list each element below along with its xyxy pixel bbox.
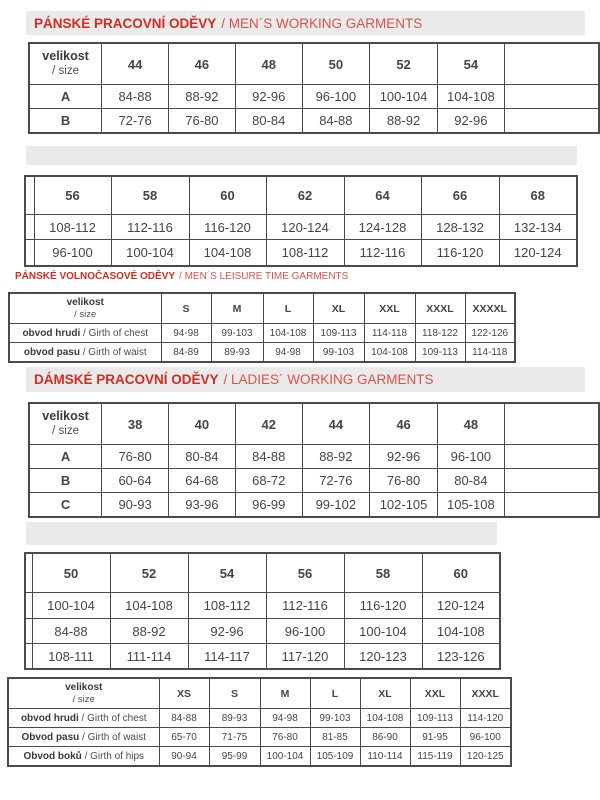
value-cell: 118-122 <box>415 324 465 343</box>
measure-label-cz: obvod pasu <box>23 346 80 358</box>
value-cell: 104-108 <box>110 593 188 619</box>
size-header-cell: XL <box>313 293 364 324</box>
size-header-cell: 54 <box>438 43 504 85</box>
measure-label-cz: Obvod pasu <box>21 731 80 743</box>
value-cell: 76-80 <box>370 469 438 493</box>
value-cell: 88-92 <box>169 85 236 109</box>
value-cell: 109-113 <box>410 709 460 728</box>
value-cell: 81-85 <box>310 728 360 747</box>
measure-label-en: / Girth of waist <box>82 346 147 358</box>
measure-label-cell <box>9 324 161 343</box>
size-header-cell: S <box>209 678 260 709</box>
size-header-cell: 50 <box>32 553 110 593</box>
value-cell: 123-126 <box>422 644 500 670</box>
value-cell: 104-108 <box>364 343 415 363</box>
value-cell: 84-88 <box>159 709 209 728</box>
size-header-cell: 46 <box>169 43 236 85</box>
size-label-cell <box>29 43 102 85</box>
value-cell: 68-72 <box>235 469 302 493</box>
value-cell: 120-124 <box>266 215 344 240</box>
value-cell: 88-92 <box>302 445 369 469</box>
size-header-cell: 48 <box>235 43 302 85</box>
sliver-cell <box>25 644 32 670</box>
value-cell: 64-68 <box>169 469 236 493</box>
value-cell: 104-108 <box>189 240 266 267</box>
size-header-cell: 60 <box>189 176 266 215</box>
value-cell: 94-98 <box>263 343 313 363</box>
divider-bar <box>26 146 577 165</box>
value-cell: 122-126 <box>465 324 515 343</box>
value-cell: 91-95 <box>410 728 460 747</box>
table-ladies-working-sizes-38-48 <box>28 402 600 518</box>
value-cell: 114-117 <box>188 644 266 670</box>
table-ladies-working-sizes-50-60 <box>24 552 501 670</box>
size-label-cz: velikost <box>42 409 89 424</box>
value-cell: 99-102 <box>302 493 369 518</box>
measure-label-cell <box>8 728 159 747</box>
value-cell: 89-93 <box>209 709 260 728</box>
cut-cell <box>504 85 599 109</box>
value-cell: 120-125 <box>460 747 511 767</box>
value-cell: 110-114 <box>360 747 410 767</box>
ladies-working-title-en: / LADIES´ WORKING GARMENTS <box>223 372 434 387</box>
value-cell: 114-118 <box>465 343 515 363</box>
value-cell: 72-76 <box>102 109 169 134</box>
size-label-en: / size <box>72 694 95 706</box>
value-cell: 104-108 <box>263 324 313 343</box>
size-header-cell: XS <box>159 678 209 709</box>
measure-label-en: / Girth of hips <box>84 750 145 762</box>
size-header-cell: 58 <box>344 553 422 593</box>
size-label-en: / size <box>52 64 79 77</box>
size-header-cell: 56 <box>34 176 111 215</box>
value-cell: 111-114 <box>110 644 188 670</box>
cut-cell <box>504 493 599 518</box>
value-cell: 84-88 <box>302 109 369 134</box>
size-header-cell: 46 <box>370 403 438 445</box>
size-label-cell <box>29 403 102 445</box>
size-header-cell: 44 <box>102 43 169 85</box>
size-header-cell: XXL <box>364 293 415 324</box>
size-label-cz: velikost <box>66 296 104 308</box>
value-cell: 92-96 <box>235 85 302 109</box>
value-cell: 80-84 <box>235 109 302 134</box>
value-cell: 114-120 <box>460 709 511 728</box>
value-cell: 84-89 <box>161 343 211 363</box>
value-cell: 89-93 <box>211 343 263 363</box>
mens-working-title-bar <box>26 11 585 35</box>
row-label-cell: A <box>29 85 102 109</box>
value-cell: 94-98 <box>260 709 310 728</box>
size-label-cell <box>8 678 159 709</box>
value-cell: 76-80 <box>260 728 310 747</box>
value-cell: 120-124 <box>422 593 500 619</box>
size-header-cell: XXXL <box>415 293 465 324</box>
measure-label-cell <box>8 709 159 728</box>
value-cell: 84-88 <box>235 445 302 469</box>
value-cell: 105-108 <box>438 493 504 518</box>
table-mens-working-sizes-44-54 <box>28 42 600 134</box>
value-cell: 128-132 <box>421 215 499 240</box>
measure-label-en: / Girth of chest <box>81 712 147 724</box>
size-header-cell: 64 <box>344 176 421 215</box>
value-cell: 96-100 <box>266 619 344 644</box>
size-header-cell: S <box>161 293 211 324</box>
value-cell: 76-80 <box>169 109 236 134</box>
cut-cell <box>504 445 599 469</box>
size-header-cell: XXXXL <box>465 293 515 324</box>
value-cell: 99-103 <box>310 709 360 728</box>
value-cell: 94-98 <box>161 324 211 343</box>
value-cell: 92-96 <box>370 445 438 469</box>
cut-cell <box>504 403 599 445</box>
value-cell: 96-100 <box>438 445 504 469</box>
value-cell: 99-103 <box>211 324 263 343</box>
size-header-cell: 38 <box>102 403 169 445</box>
measure-label-en: / Girth of waist <box>82 731 146 743</box>
table-ladies-measurements <box>7 677 512 767</box>
row-label-cell: A <box>29 445 102 469</box>
value-cell: 92-96 <box>188 619 266 644</box>
value-cell: 120-124 <box>499 240 577 267</box>
size-header-cell: 54 <box>188 553 266 593</box>
value-cell: 96-100 <box>460 728 511 747</box>
table-mens-leisure-measurements <box>8 292 516 363</box>
value-cell: 105-109 <box>310 747 360 767</box>
value-cell: 96-100 <box>34 240 111 267</box>
value-cell: 84-88 <box>32 619 110 644</box>
table-mens-working-sizes-56-68 <box>24 175 578 267</box>
value-cell: 104-108 <box>438 85 504 109</box>
row-label-cell: C <box>29 493 102 518</box>
row-label-cell: B <box>29 469 102 493</box>
size-header-cell: M <box>211 293 263 324</box>
sliver-cell <box>25 176 34 215</box>
value-cell: 96-99 <box>235 493 302 518</box>
measure-label-cz: obvod hrudi <box>22 327 81 339</box>
value-cell: 112-116 <box>266 593 344 619</box>
sliver-cell <box>25 619 32 644</box>
value-cell: 100-104 <box>111 240 189 267</box>
value-cell: 90-94 <box>159 747 209 767</box>
value-cell: 109-113 <box>415 343 465 363</box>
size-header-cell: XL <box>360 678 410 709</box>
value-cell: 90-93 <box>102 493 169 518</box>
mens-leisure-title-cz: PÁNSKÉ VOLNOČASOVÉ ODĚVY <box>15 271 176 282</box>
value-cell: 80-84 <box>438 469 504 493</box>
value-cell: 100-104 <box>370 85 438 109</box>
size-header-cell: 68 <box>499 176 577 215</box>
value-cell: 86-90 <box>360 728 410 747</box>
size-header-cell: 56 <box>266 553 344 593</box>
sliver-cell <box>25 593 32 619</box>
ladies-working-title-bar <box>26 367 585 392</box>
size-label-cz: velikost <box>42 49 89 64</box>
value-cell: 92-96 <box>438 109 504 134</box>
cut-cell <box>504 43 599 85</box>
size-label-cz: velikost <box>65 681 103 693</box>
value-cell: 108-112 <box>266 240 344 267</box>
mens-working-title-en: / MEN´S WORKING GARMENTS <box>221 15 423 31</box>
value-cell: 116-120 <box>189 215 266 240</box>
value-cell: 99-103 <box>313 343 364 363</box>
cut-cell <box>504 469 599 493</box>
ladies-working-title-cz: DÁMSKÉ PRACOVNÍ ODĚVY <box>34 372 219 387</box>
size-header-cell: 40 <box>169 403 236 445</box>
sliver-cell <box>25 240 34 267</box>
size-header-cell: L <box>263 293 313 324</box>
size-header-cell: 52 <box>370 43 438 85</box>
value-cell: 124-128 <box>344 215 421 240</box>
sliver-cell <box>25 215 34 240</box>
value-cell: 100-104 <box>32 593 110 619</box>
value-cell: 116-120 <box>421 240 499 267</box>
value-cell: 115-119 <box>410 747 460 767</box>
value-cell: 114-118 <box>364 324 415 343</box>
value-cell: 117-120 <box>266 644 344 670</box>
value-cell: 71-75 <box>209 728 260 747</box>
value-cell: 104-108 <box>422 619 500 644</box>
sliver-cell <box>25 553 32 593</box>
value-cell: 112-116 <box>111 215 189 240</box>
value-cell: 108-112 <box>188 593 266 619</box>
size-header-cell: L <box>310 678 360 709</box>
row-label-cell: B <box>29 109 102 134</box>
value-cell: 112-116 <box>344 240 421 267</box>
measure-label-en: / Girth of chest <box>83 327 149 339</box>
size-header-cell: 52 <box>110 553 188 593</box>
mens-leisure-title-en: / MEN´S LEISURE TIME GARMENTS <box>179 271 349 282</box>
cut-cell <box>504 109 599 134</box>
value-cell: 96-100 <box>302 85 369 109</box>
size-header-cell: 66 <box>421 176 499 215</box>
value-cell: 76-80 <box>102 445 169 469</box>
value-cell: 88-92 <box>370 109 438 134</box>
value-cell: 116-120 <box>344 593 422 619</box>
value-cell: 132-134 <box>499 215 577 240</box>
value-cell: 100-104 <box>260 747 310 767</box>
value-cell: 93-96 <box>169 493 236 518</box>
size-label-en: / size <box>74 309 97 321</box>
value-cell: 104-108 <box>360 709 410 728</box>
size-header-cell: M <box>260 678 310 709</box>
size-header-cell: 44 <box>302 403 369 445</box>
size-label-en: / size <box>52 424 79 437</box>
value-cell: 72-76 <box>302 469 369 493</box>
size-header-cell: 62 <box>266 176 344 215</box>
measure-label-cz: obvod hrudi <box>20 712 79 724</box>
value-cell: 60-64 <box>102 469 169 493</box>
measure-label-cz: Obvod boků <box>23 750 82 762</box>
value-cell: 88-92 <box>110 619 188 644</box>
value-cell: 102-105 <box>370 493 438 518</box>
value-cell: 120-123 <box>344 644 422 670</box>
value-cell: 108-111 <box>32 644 110 670</box>
size-header-cell: 42 <box>235 403 302 445</box>
value-cell: 108-112 <box>34 215 111 240</box>
value-cell: 109-113 <box>313 324 364 343</box>
measure-label-cell <box>8 747 159 767</box>
value-cell: 65-70 <box>159 728 209 747</box>
size-label-cell <box>9 293 161 324</box>
value-cell: 100-104 <box>344 619 422 644</box>
size-header-cell: 50 <box>302 43 369 85</box>
divider-bar <box>26 522 497 545</box>
size-header-cell: 58 <box>111 176 189 215</box>
mens-working-title-cz: PÁNSKÉ PRACOVNÍ ODĚVY <box>34 15 217 31</box>
measure-label-cell <box>9 343 161 363</box>
mens-leisure-title <box>15 269 348 284</box>
value-cell: 95-99 <box>209 747 260 767</box>
size-header-cell: XXXL <box>460 678 511 709</box>
size-header-cell: 60 <box>422 553 500 593</box>
size-header-cell: XXL <box>410 678 460 709</box>
size-header-cell: 48 <box>438 403 504 445</box>
value-cell: 84-88 <box>102 85 169 109</box>
value-cell: 80-84 <box>169 445 236 469</box>
